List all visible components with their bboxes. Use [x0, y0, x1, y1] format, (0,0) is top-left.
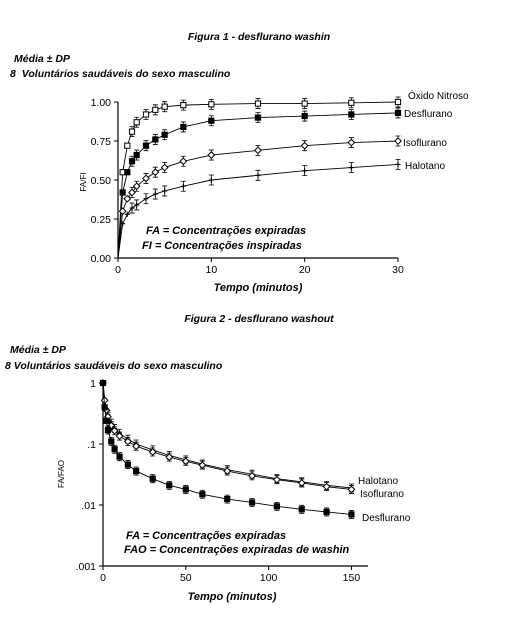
data-point-oxido-nitroso — [153, 107, 158, 112]
data-point-desflurano — [112, 447, 117, 452]
data-point-desflurano — [324, 509, 329, 514]
figure-2-legend — [358, 476, 411, 524]
data-point-halotano — [256, 173, 261, 178]
data-point-desflurano — [120, 190, 125, 195]
x-tick-label: 100 — [259, 572, 278, 584]
figure-2-series — [100, 380, 355, 519]
data-point-oxido-nitroso — [125, 143, 130, 148]
figure-1-annotation-fa: FA = Concentrações expiradas — [146, 225, 307, 237]
legend-oxido-nitroso: Óxido Nitroso — [408, 91, 469, 102]
legend-isoflurano: Isoflurano — [403, 138, 447, 149]
data-point-desflurano — [299, 507, 304, 512]
data-point-desflurano — [183, 487, 188, 492]
data-point-desflurano — [200, 492, 205, 497]
data-point-desflurano — [395, 110, 400, 115]
y-tick-label: 1 — [90, 378, 96, 390]
data-point-desflurano — [143, 143, 148, 148]
figure-2-subjects-label: 8 Voluntários saudáveis do sexo masculino — [5, 360, 223, 372]
figure-1-x-label: Tempo (minutos) — [213, 282, 303, 294]
data-point-desflurano — [100, 380, 105, 385]
y-tick-label: 0.50 — [90, 175, 111, 187]
figure-2-annotation-fa: FA = Concentrações expiradas — [126, 530, 287, 542]
data-point-desflurano — [209, 118, 214, 123]
legend-desflurano: Desflurano — [362, 513, 411, 524]
data-point-desflurano — [109, 439, 114, 444]
data-point-halotano — [181, 184, 186, 189]
data-point-oxido-nitroso — [395, 99, 400, 104]
data-point-desflurano — [181, 124, 186, 129]
data-point-desflurano — [150, 476, 155, 481]
figure-2-y-label: FA/FAO — [57, 459, 66, 489]
data-point-isoflurano — [129, 189, 135, 195]
x-tick-label: 0 — [100, 572, 106, 584]
figure-1-y-label: FA/FI — [79, 172, 88, 192]
data-point-desflurano — [117, 454, 122, 459]
legend-halotano: Halotano — [405, 161, 446, 172]
figure-1-subjects-prefix: 8 — [10, 68, 16, 80]
figure-2 — [5, 313, 411, 603]
data-point-isoflurano — [274, 476, 280, 482]
data-point-halotano — [209, 178, 214, 183]
figure-1-x-ticks — [115, 258, 404, 276]
data-point-halotano — [349, 165, 354, 170]
figure-1-subjects-text: Voluntários saudáveis do sexo masculino — [21, 68, 231, 80]
data-point-oxido-nitroso — [162, 104, 167, 109]
data-point-desflurano — [134, 152, 139, 157]
data-point-isoflurano — [152, 169, 158, 175]
data-point-desflurano — [349, 512, 354, 517]
data-point-oxido-nitroso — [255, 101, 260, 106]
x-tick-label: 10 — [205, 264, 218, 276]
series-desflurano — [100, 380, 354, 518]
y-tick-label: .1 — [87, 439, 96, 451]
figure-1-y-ticks — [91, 97, 118, 265]
figure-1 — [10, 31, 469, 294]
data-point-halotano — [153, 192, 158, 197]
data-point-oxido-nitroso — [349, 100, 354, 105]
x-tick-label: 0 — [115, 264, 121, 276]
data-point-oxido-nitroso — [134, 120, 139, 125]
y-tick-label: .001 — [75, 561, 96, 573]
data-point-desflurano — [225, 496, 230, 501]
data-point-desflurano — [129, 159, 134, 164]
data-point-isoflurano — [199, 462, 205, 468]
data-point-isoflurano — [323, 483, 329, 489]
data-point-desflurano — [125, 170, 130, 175]
figure-2-y-ticks — [76, 378, 103, 573]
x-tick-label: 150 — [342, 572, 361, 584]
data-point-oxido-nitroso — [181, 103, 186, 108]
data-point-oxido-nitroso — [143, 112, 148, 117]
y-tick-label: 0.25 — [90, 214, 111, 226]
data-point-isoflurano — [161, 164, 167, 170]
figure-1-annotation-fi: FI = Concentrações inspiradas — [142, 240, 302, 252]
data-point-desflurano — [105, 427, 110, 432]
figure-2-title: Figura 2 - desflurano washout — [184, 313, 334, 325]
legend-halotano: Halotano — [358, 476, 399, 487]
legend-desflurano: Desflurano — [404, 109, 453, 120]
y-tick-label: 1.00 — [90, 97, 111, 109]
legend-isoflurano: Isoflurano — [360, 489, 404, 500]
data-point-desflurano — [167, 483, 172, 488]
data-point-oxido-nitroso — [302, 101, 307, 106]
data-point-halotano — [144, 196, 149, 201]
data-point-isoflurano — [124, 196, 130, 202]
series-isoflurano — [100, 380, 355, 494]
data-point-desflurano — [134, 468, 139, 473]
data-point-desflurano — [125, 462, 130, 467]
figure-2-x-label: Tempo (minutos) — [187, 591, 277, 603]
data-point-isoflurano — [208, 152, 214, 158]
data-point-desflurano — [349, 112, 354, 117]
y-tick-label: 0.75 — [90, 136, 111, 148]
figure-1-stat-label: Média ± DP — [14, 53, 70, 65]
data-point-isoflurano — [395, 138, 401, 144]
data-point-desflurano — [102, 405, 107, 410]
data-point-desflurano — [274, 504, 279, 509]
data-point-isoflurano — [255, 147, 261, 153]
data-point-halotano — [302, 168, 307, 173]
x-tick-label: 20 — [298, 264, 311, 276]
data-point-halotano — [396, 162, 401, 167]
data-point-halotano — [134, 202, 139, 207]
y-tick-label: .01 — [81, 500, 96, 512]
data-point-desflurano — [255, 115, 260, 120]
data-point-desflurano — [104, 418, 109, 423]
figure-2-annotation-fao: FAO = Concentrações expiradas de washin — [124, 544, 350, 556]
data-point-halotano — [162, 188, 167, 193]
y-tick-label: 0.00 — [90, 253, 111, 265]
data-point-desflurano — [162, 132, 167, 137]
x-tick-label: 50 — [179, 572, 192, 584]
data-point-desflurano — [249, 500, 254, 505]
x-tick-label: 30 — [392, 264, 404, 276]
data-point-desflurano — [153, 137, 158, 142]
figure-2-x-ticks — [100, 566, 360, 584]
data-point-isoflurano — [299, 480, 305, 486]
data-point-isoflurano — [301, 142, 307, 148]
figure-1-subjects-label — [10, 68, 231, 80]
data-point-desflurano — [302, 113, 307, 118]
data-point-oxido-nitroso — [129, 129, 134, 134]
data-point-oxido-nitroso — [209, 102, 214, 107]
figure-2-stat-label: Média ± DP — [10, 344, 66, 356]
figure-1-legend — [403, 89, 469, 172]
figure-1-title: Figura 1 - desflurano washin — [187, 31, 331, 43]
data-point-isoflurano — [180, 158, 186, 164]
data-point-isoflurano — [348, 139, 354, 145]
